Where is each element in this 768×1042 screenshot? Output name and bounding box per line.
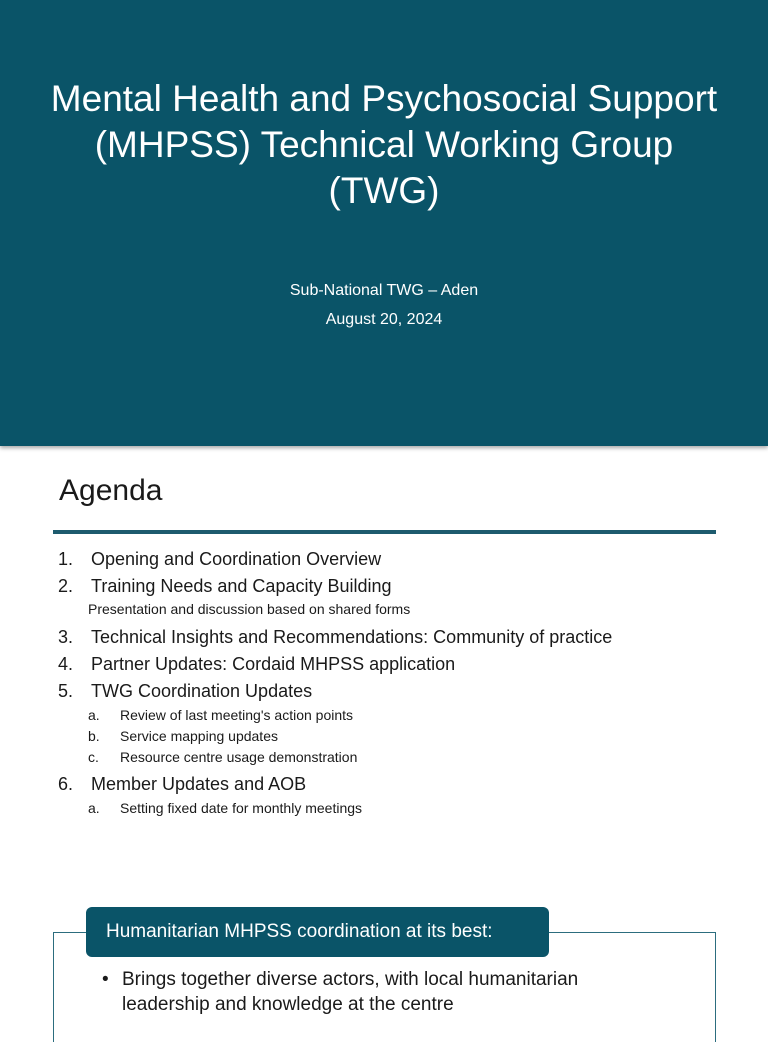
- agenda-subitem-label: Review of last meeting's action points: [120, 707, 354, 723]
- agenda-item: [58, 573, 738, 600]
- agenda-item-number: 4.: [58, 654, 74, 674]
- agenda-item: [58, 771, 738, 798]
- bullet-marker: •: [102, 969, 109, 990]
- agenda-item-number: 1.: [58, 549, 74, 569]
- slide-subtitle: [40, 276, 728, 334]
- agenda-item-label: Partner Updates: Cordaid MHPSS application: [91, 654, 456, 674]
- subtitle-location: Sub-National TWG – Aden: [289, 282, 479, 299]
- agenda-item-label: Member Updates and AOB: [91, 774, 307, 794]
- subtitle-date: August 20, 2024: [325, 311, 443, 328]
- bullet-text: Brings together diverse actors, with local humanitarian leadership and knowledge at the centre: [122, 969, 579, 1015]
- agenda-item-note: Presentation and discussion based on shared forms: [88, 601, 411, 617]
- agenda-subitem: [58, 747, 738, 768]
- agenda-subitem: [58, 705, 738, 726]
- slide-title: Mental Health and Psychosocial Support (MHPSS) Technical Working Group (TWG): [50, 78, 718, 211]
- agenda-item-label: Technical Insights and Recommendations: Community of practice: [91, 627, 613, 647]
- agenda-item: [58, 678, 738, 705]
- agenda-subitem-label: Service mapping updates: [120, 728, 278, 744]
- agenda-item-label: Training Needs and Capacity Building: [91, 576, 392, 596]
- agenda-item-number: 3.: [58, 627, 74, 647]
- agenda-subitem: [58, 726, 738, 747]
- agenda-item-number: 5.: [58, 681, 74, 701]
- agenda-item-number: 6.: [58, 774, 74, 794]
- agenda-item-label: Opening and Coordination Overview: [91, 549, 382, 569]
- coordination-box-heading: Humanitarian MHPSS coordination at its best:: [86, 907, 549, 957]
- agenda-list: [58, 546, 738, 819]
- agenda-item-number: 2.: [58, 576, 74, 596]
- agenda-subitem-label: Setting fixed date for monthly meetings: [120, 800, 363, 816]
- agenda-subitem-label: Resource centre usage demonstration: [120, 749, 358, 765]
- agenda-divider: [53, 530, 716, 534]
- agenda-item-label: TWG Coordination Updates: [91, 681, 313, 701]
- agenda-subitem-letter: c.: [88, 749, 99, 765]
- agenda-item: [58, 546, 738, 573]
- agenda-subitem: [58, 798, 738, 819]
- agenda-subitem-letter: a.: [88, 800, 100, 816]
- agenda-item: [58, 651, 738, 678]
- agenda-subitem-letter: a.: [88, 707, 100, 723]
- title-slide: [0, 0, 768, 446]
- agenda-subitem-letter: b.: [88, 728, 100, 744]
- agenda-item: [58, 624, 738, 651]
- coordination-bullet: [102, 967, 662, 1017]
- agenda-heading: Agenda: [59, 474, 163, 507]
